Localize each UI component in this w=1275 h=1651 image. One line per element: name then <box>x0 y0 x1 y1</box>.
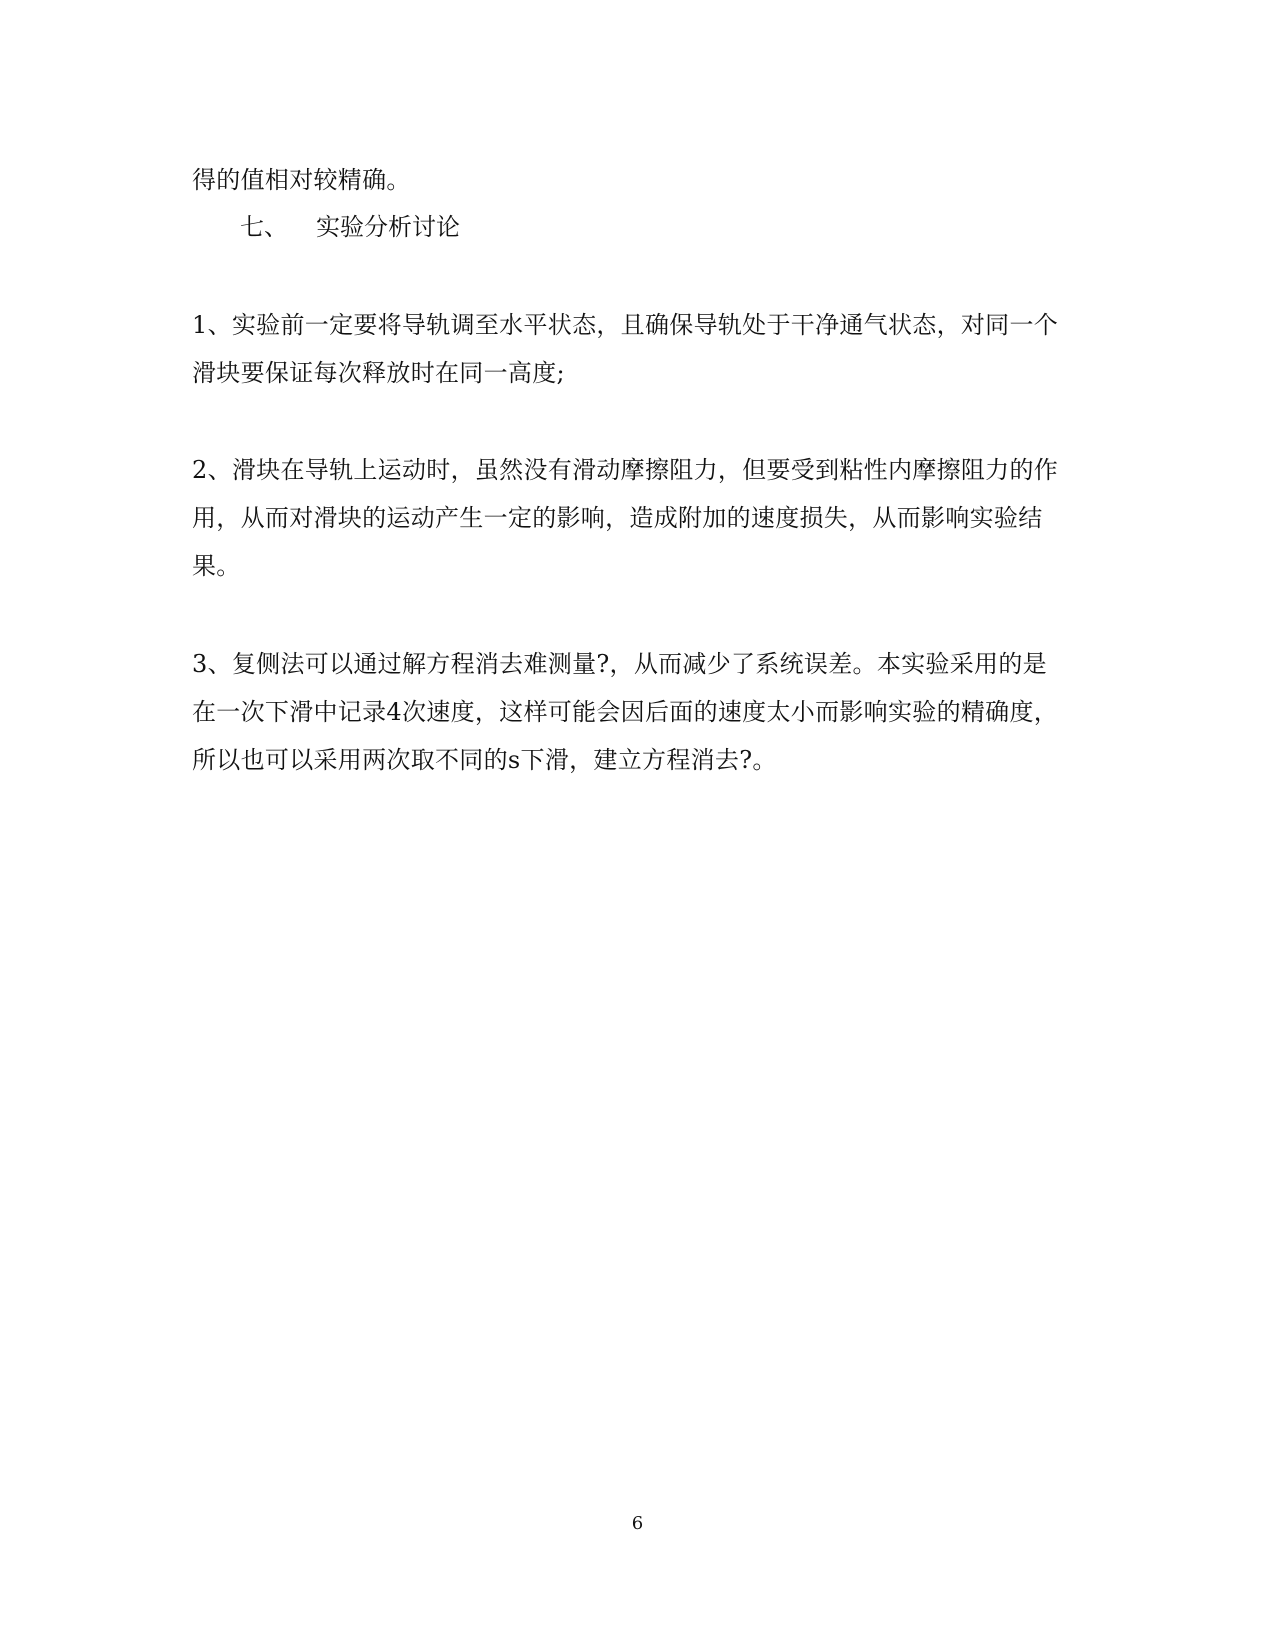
paragraph-line: 3、复侧法可以通过解方程消去难测量?，从而减少了系统误差。本实验采用的是 <box>192 650 1047 678</box>
paragraph-line: 1、实验前一定要将导轨调至水平状态，且确保导轨处于干净通气状态，对同一个 <box>192 311 1059 339</box>
continuation-text <box>192 156 1082 204</box>
page-number: 6 <box>631 1513 644 1534</box>
section-heading <box>240 203 460 251</box>
paragraph-line: 2、滑块在导轨上运动时，虽然没有滑动摩擦阻力，但要受到粘性内摩擦阻力的作 <box>192 456 1059 484</box>
paragraph-line: 所以也可以采用两次取不同的s下滑，建立方程消去?。 <box>192 746 777 774</box>
paragraph-2 <box>192 446 1082 590</box>
continuation-line: 得的值相对较精确。 <box>192 166 411 194</box>
paragraph-1 <box>192 301 1082 397</box>
section-number: 七、 <box>240 213 288 241</box>
paragraph-3 <box>192 640 1082 784</box>
paragraph-line: 在一次下滑中记录4次速度，这样可能会因后面的速度太小而影响实验的精确度， <box>192 698 1059 726</box>
paragraph-line: 果。 <box>192 552 241 580</box>
paragraph-line: 滑块要保证每次释放时在同一高度; <box>192 359 565 387</box>
section-title: 实验分析讨论 <box>316 213 460 241</box>
paragraph-line: 用，从而对滑块的运动产生一定的影响，造成附加的速度损失，从而影响实验结 <box>192 504 1043 532</box>
